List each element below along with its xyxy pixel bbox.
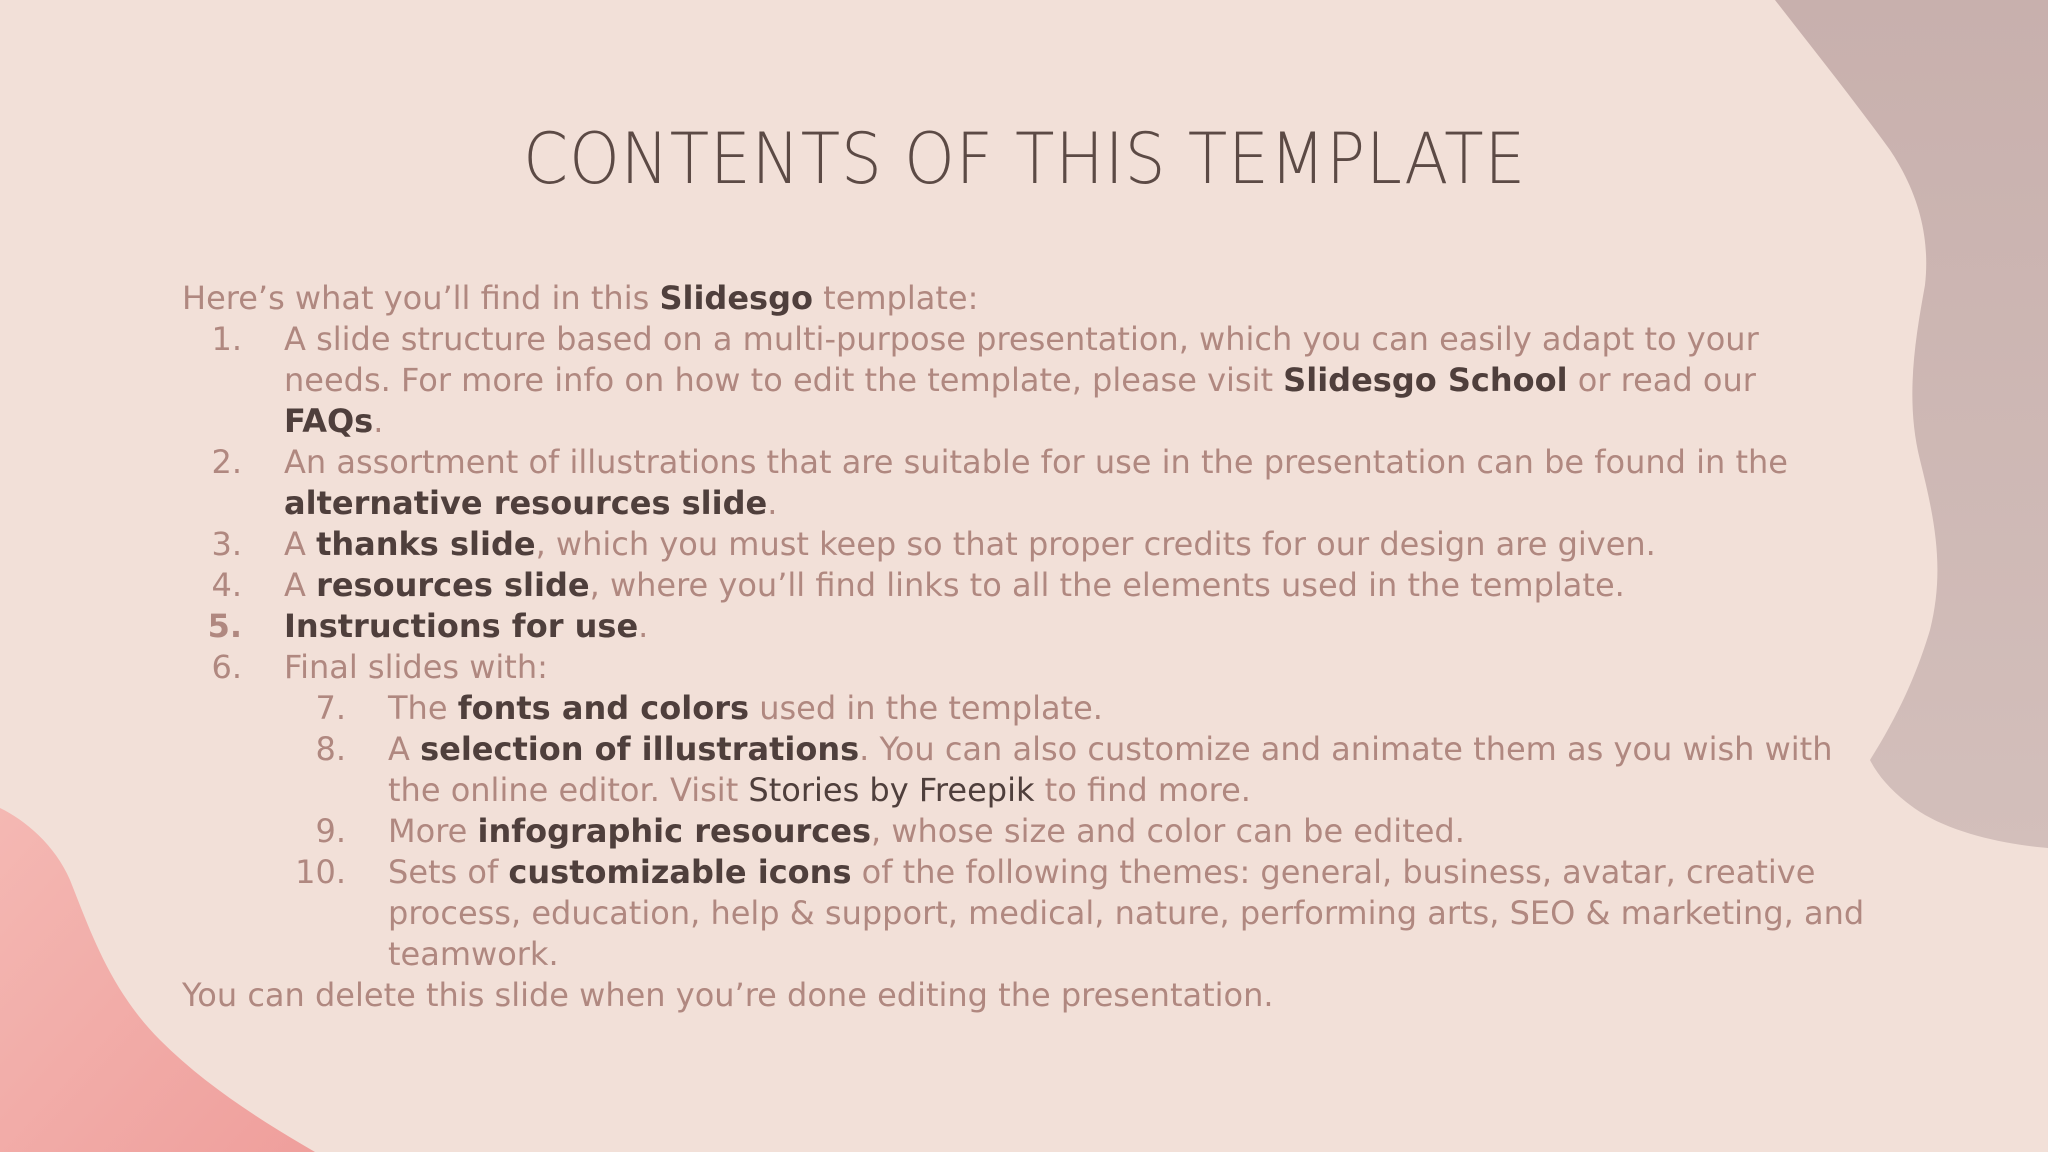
- stories-by-freepik-link[interactable]: Stories by Freepik: [748, 771, 1035, 809]
- item-text: or read our: [1567, 361, 1756, 399]
- item-emphasis: Instructions for use: [284, 607, 639, 645]
- list-item: [182, 729, 1882, 811]
- item-text: Final slides with:: [284, 648, 548, 686]
- list-item: [182, 442, 1882, 524]
- item-number: 6.: [211, 648, 242, 686]
- list-item: [182, 524, 1882, 565]
- item-number: 10.: [295, 853, 346, 891]
- item-emphasis: infographic resources: [477, 812, 871, 850]
- contents-body: [182, 278, 1882, 1016]
- item-text: , whose size and color can be edited.: [871, 812, 1465, 850]
- item-emphasis: thanks slide: [316, 525, 536, 563]
- list-item: [182, 852, 1882, 975]
- item-text: A: [284, 525, 317, 563]
- item-number: 2.: [211, 443, 242, 481]
- item-text: More: [388, 812, 478, 850]
- item-number: 9.: [315, 812, 346, 850]
- item-text: The: [388, 689, 458, 727]
- list-item: [182, 688, 1882, 729]
- intro-brand: Slidesgo: [659, 279, 813, 317]
- item-number: 1.: [211, 320, 242, 358]
- item-number: 4.: [211, 566, 242, 604]
- list-item: [182, 647, 1882, 688]
- item-text: A slide structure based on a multi-purpose presentation, which you can easily adapt to your needs. For more info on how to edit the template, please visit: [284, 320, 1759, 399]
- item-emphasis: selection of illustrations: [420, 730, 860, 768]
- faqs-link: FAQs: [284, 402, 374, 440]
- item-text: .: [373, 402, 384, 440]
- slidesgo-school-link: Slidesgo School: [1283, 361, 1568, 399]
- item-text: , where you’ll find links to all the elements used in the template.: [589, 566, 1625, 604]
- page-title: CONTENTS OF THIS TEMPLATE: [523, 118, 1527, 200]
- item-emphasis: fonts and colors: [457, 689, 750, 727]
- item-text: . You can also customize and animate them as you wish with the online editor. Visit: [388, 730, 1833, 809]
- contents-list: [182, 319, 1882, 975]
- list-item: [182, 319, 1882, 442]
- item-text: Sets of: [388, 853, 509, 891]
- item-text: of the following themes: general, business, avatar, creative process, education, help & support, medical, nature, performing arts, SEO & marketing, and teamwork.: [388, 853, 1865, 973]
- item-emphasis: resources slide: [316, 566, 590, 604]
- item-number: 7.: [315, 689, 346, 727]
- item-text: to find more.: [1034, 771, 1251, 809]
- intro-paragraph: [182, 278, 1882, 319]
- item-text: An assortment of illustrations that are suitable for use in the presentation can be found in the: [284, 443, 1788, 481]
- item-emphasis: alternative resources slide: [284, 484, 768, 522]
- item-number: 3.: [211, 525, 242, 563]
- list-item: [182, 811, 1882, 852]
- list-item: [182, 565, 1882, 606]
- item-emphasis: customizable icons: [508, 853, 852, 891]
- item-text: , which you must keep so that proper credits for our design are given.: [535, 525, 1656, 563]
- item-text: used in the template.: [749, 689, 1103, 727]
- item-text: A: [388, 730, 421, 768]
- item-text: .: [767, 484, 778, 522]
- item-number: 5.: [207, 607, 242, 645]
- item-number: 8.: [315, 730, 346, 768]
- intro-text: Here’s what you’ll find in this: [182, 279, 660, 317]
- list-item: [182, 606, 1882, 647]
- item-text: .: [638, 607, 649, 645]
- item-text: A: [284, 566, 317, 604]
- outro-paragraph: You can delete this slide when you’re done editing the presentation.: [182, 976, 1274, 1014]
- intro-text-end: template:: [812, 279, 979, 317]
